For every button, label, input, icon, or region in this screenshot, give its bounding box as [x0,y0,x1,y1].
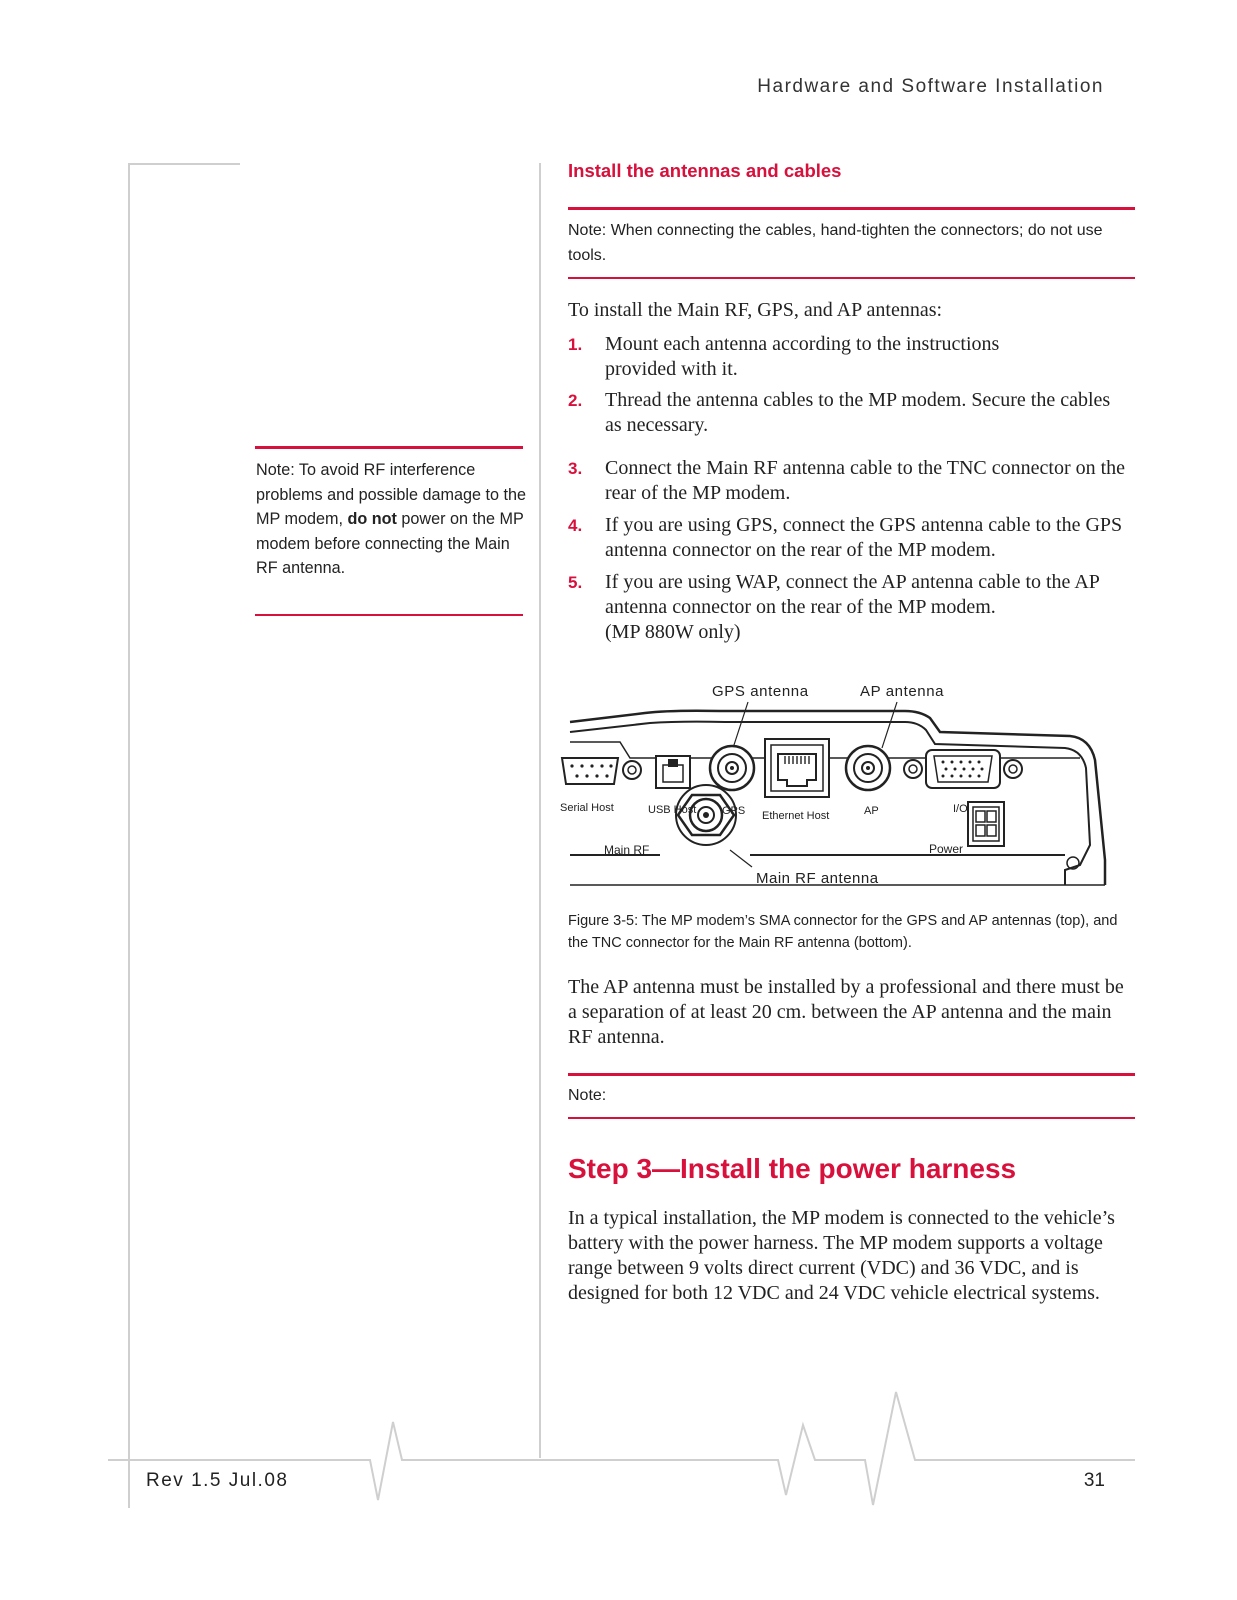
label-usb-host: USB Host [648,804,697,816]
label-ethernet-host: Ethernet Host [762,810,830,822]
note2-bottom-rule [568,1117,1135,1119]
frame-left-line [128,163,130,1508]
note-bottom-rule [568,277,1135,279]
label-ap: AP [864,805,879,817]
side-note-emphasis: do not [347,510,397,528]
side-note-bottom-rule [255,614,523,616]
label-main-rf: Main RF [604,843,650,857]
section-heading: Install the antennas and cables [568,160,842,181]
main-rf-leader-line [730,850,752,867]
note2-top-rule [568,1073,1135,1076]
running-header: Hardware and Software Installation [757,76,1104,97]
side-note-top-rule [255,446,523,449]
io-connector [904,750,1022,788]
ap-leader-line [882,702,897,748]
step-number: 1. [568,335,583,354]
gps-leader-line [733,702,748,748]
step-number: 3. [568,459,583,478]
label-serial-host: Serial Host [560,802,614,814]
step-text-model-note: (MP 880W only) [605,621,741,643]
step-text: Mount each antenna according to the instructions provided with it. [605,333,1000,380]
step-text: If you are using GPS, connect the GPS antenna cable to the GPS antenna connector on the rear of the MP modem. [605,514,1123,561]
side-note-suffix: power on the MP modem before connecting the Main RF antenna. [256,510,524,577]
footer-pulse-line [0,1380,1237,1520]
label-ap-antenna: AP antenna [860,683,945,700]
power-connector [968,802,1004,846]
step3-heading: Step 3—Install the power harness [568,1153,1017,1184]
ap-paragraph: The AP antenna must be installed by a professional and there must be a separation of at least 20 cm. between the AP antenna and the main RF antenna. [568,976,1124,1048]
figure-caption: Figure 3-5: The MP modem’s SMA connector for the GPS and AP antennas (top), and the TNC connector for the Main RF antenna (bottom). [568,913,1118,951]
step3-body: In a typical installation, the MP modem is connected to the vehicle’s battery with the power harness. The MP modem supports a voltage range between 9 volts direct current (VDC) and 36 VDC, and is designed for both 12 VDC and 24 VDC vehicle electrical systems. [568,1207,1115,1304]
step-text-main: If you are using WAP, connect the AP antenna cable to the AP antenna connector on the rear of the MP modem. [605,571,1100,618]
modem-rear-panel-figure [560,680,1120,905]
page-number: 31 [1083,1470,1105,1491]
serial-host-connector [562,758,641,784]
label-gps-antenna: GPS antenna [712,683,809,700]
step-number: 4. [568,516,583,535]
ap-sma-connector [846,746,890,790]
housing-outline [570,711,1105,885]
note2-text: Note: [568,1087,607,1104]
label-main-rf-antenna: Main RF antenna [756,870,879,887]
step-text [605,570,1140,645]
step-number: 2. [568,391,583,410]
intro-text: To install the Main RF, GPS, and AP antennas: [568,299,943,321]
step-text: Thread the antenna cables to the MP modem. Secure the cables as necessary. [605,389,1111,436]
note-top-rule [568,207,1135,210]
side-note-prefix: Note: To avoid RF interference problems and possible damage to the MP modem, [256,461,526,528]
note-top-text: Note: When connecting the cables, hand-tighten the connectors; do not use tools. [568,222,1103,264]
label-power: Power [929,842,964,856]
gps-sma-connector [710,746,754,790]
column-divider-line [539,163,541,1458]
label-gps: GPS [722,805,746,817]
footer-revision: Rev 1.5 Jul.08 [146,1470,289,1491]
step-text: Connect the Main RF antenna cable to the TNC connector on the rear of the MP modem. [605,457,1126,504]
ethernet-host-connector [765,739,829,797]
side-note-text [256,458,526,581]
frame-top-line [128,163,240,165]
usb-host-connector [656,756,690,788]
label-io: I/O [953,803,968,815]
step-number: 5. [568,573,583,592]
